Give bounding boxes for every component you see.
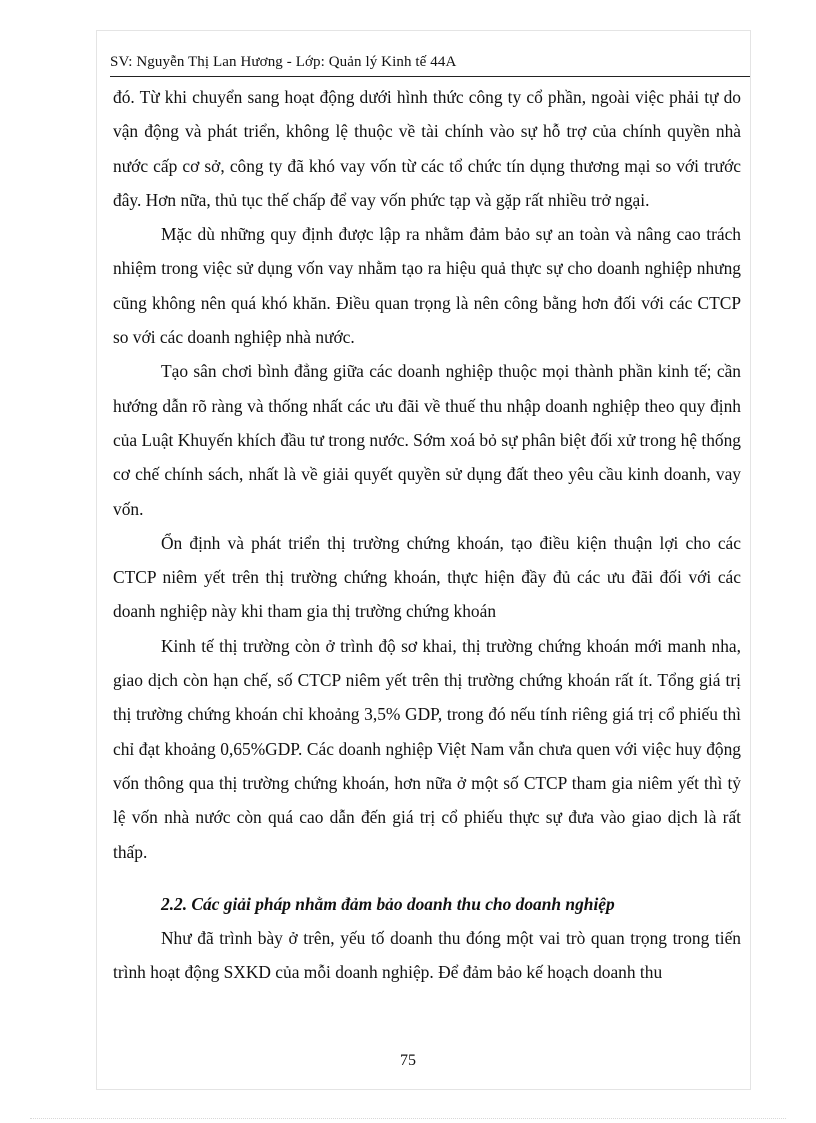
paragraph-market-economy: Kinh tế thị trường còn ở trình độ sơ khai, thị trường chứng khoán mới manh nha, giao dịch còn hạn chế, số CTCP niêm yết trên thị trường chứng khoán rất ít. Tổng giá trị thị trường chứng khoán chỉ khoảng 3,5% GDP, trong đó nếu tính riêng giá trị cổ phiếu thì chỉ đạt khoảng 0,65%GDP. Các doanh nghiệp Việt Nam vẫn chưa quen với việc huy động vốn thông qua thị trường chứng khoán, hơn nữa ở một số CTCP tham gia niêm yết thì tỷ lệ vốn nhà nước còn quá cao dẫn đến giá trị cổ phiếu thực sự đưa vào giao dịch là rất thấp. [113,635,741,862]
header-text: SV: Nguyễn Thị Lan Hương - Lớp: Quản lý Kinh tế 44A [110,54,457,70]
page-header [110,52,750,77]
document-body [113,80,741,990]
paragraph-equal-playing-field: Tạo sân chơi bình đẳng giữa các doanh nghiệp thuộc mọi thành phần kinh tế; cần hướng dẫn rõ ràng và thống nhất các ưu đãi về thuế thu nhập doanh nghiệp theo quy định của Luật Khuyến khích đầu tư trong nước. Sớm xoá bỏ sự phân biệt đối xử trong hệ thống cơ chế chính sách, nhất là về giải quyết quyền sử dụng đất theo yêu cầu kinh doanh, vay vốn. [113,361,741,519]
paragraph-revenue: Như đã trình bày ở trên, yếu tố doanh thu đóng một vai trò quan trọng trong tiến trình hoạt động SXKD của mỗi doanh nghiệp. Để đảm bảo kế hoạch doanh thu [113,928,741,983]
footer-divider [30,1118,786,1119]
paragraph-loan-regulations: Mặc dù những quy định được lập ra nhằm đảm bảo sự an toàn và nâng cao trách nhiệm trong việc sử dụng vốn vay nhằm tạo ra hiệu quả thực sự cho doanh nghiệp nhưng cũng không nên quá khó khăn. Điều quan trọng là nên công bằng hơn đối với các CTCP so với các doanh nghiệp nhà nước. [113,224,741,348]
paragraph-stock-market-stability: Ổn định và phát triển thị trường chứng khoán, tạo điều kiện thuận lợi cho các CTCP niêm yết trên thị trường chứng khoán, thực hiện đầy đủ các ưu đãi đối với các doanh nghiệp này khi tham gia thị trường chứng khoán [113,532,741,622]
paragraph-continuation: đó. Từ khi chuyển sang hoạt động dưới hình thức công ty cổ phần, ngoài việc phải tự do vận động và phát triển, không lệ thuộc về tài chính vào sự hỗ trợ của chính quyền nhà nước cấp cơ sở, công ty đã khó vay vốn từ các tổ chức tín dụng thương mại so với trước đây. Hơn nữa, thủ tục thế chấp để vay vốn phức tạp và gặp rất nhiều trở ngại. [113,87,741,210]
page-number: 75 [400,1052,416,1069]
section-heading: 2.2. Các giải pháp nhằm đảm bảo doanh thu cho doanh nghiệp [161,893,615,914]
